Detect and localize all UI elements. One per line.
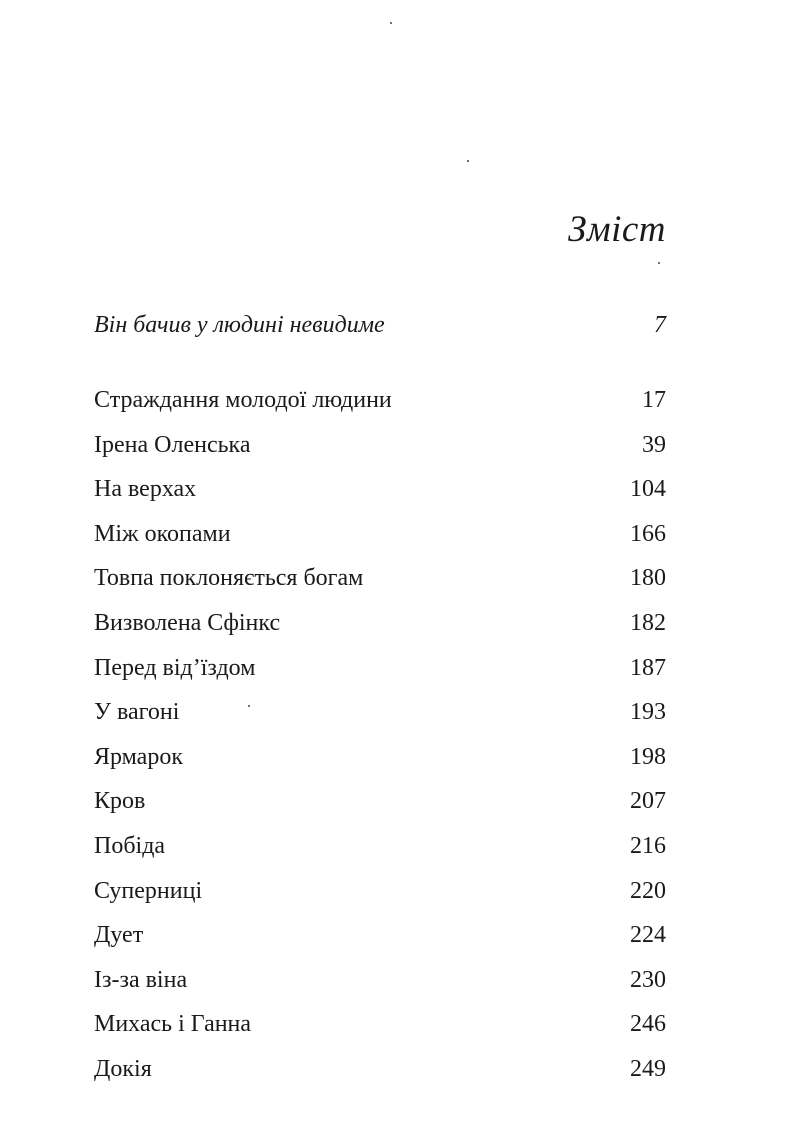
toc-entry — [94, 471, 666, 516]
toc-entry-title: Із-за віна — [94, 966, 188, 993]
toc-entry-page: 216 — [630, 832, 666, 859]
toc-entry — [94, 382, 666, 427]
toc-entry-title: Побіда — [94, 832, 166, 859]
toc-entry-page: 182 — [630, 609, 666, 636]
toc-entry-page: 166 — [630, 520, 666, 547]
scan-speck — [658, 262, 660, 264]
scan-speck — [390, 22, 392, 24]
toc-entry — [94, 1051, 666, 1096]
table-of-contents — [94, 307, 666, 1096]
toc-entry-title: Дует — [94, 922, 144, 949]
toc-entry-title: У вагоні — [94, 699, 180, 726]
toc-entry-title: Суперниці — [94, 877, 203, 904]
toc-entry — [94, 650, 666, 695]
toc-entry — [94, 560, 666, 605]
toc-entry-page: 193 — [630, 699, 666, 726]
toc-entry-page: 39 — [642, 431, 666, 458]
toc-entry-intro — [94, 307, 666, 382]
toc-entry-title: Ірена Оленська — [94, 431, 251, 458]
toc-entry-page: 207 — [630, 788, 666, 815]
toc-entry-page: 104 — [630, 476, 666, 503]
toc-entry-title: Михась і Ганна — [94, 1011, 252, 1038]
toc-entry — [94, 917, 666, 962]
toc-entry-title: Він бачив у людині невидиме — [94, 312, 385, 338]
toc-entry-title: Товпа поклоняється богам — [94, 565, 364, 592]
toc-entry-title: Ярмарок — [94, 743, 183, 770]
toc-entry — [94, 427, 666, 472]
toc-entry — [94, 739, 666, 784]
scan-speck — [248, 705, 250, 707]
toc-entry — [94, 516, 666, 561]
toc-entry-page: 249 — [630, 1055, 666, 1082]
toc-entry-title: На верхах — [94, 476, 197, 503]
toc-entry-page: 246 — [630, 1011, 666, 1038]
toc-entry-page: 220 — [630, 877, 666, 904]
toc-entry-title: Докія — [94, 1055, 152, 1082]
toc-entry-title: Визволена Сфінкс — [94, 609, 281, 636]
toc-entry — [94, 1006, 666, 1051]
toc-entry-page: 198 — [630, 743, 666, 770]
toc-entry-page: 230 — [630, 966, 666, 993]
toc-entry-page: 180 — [630, 565, 666, 592]
toc-entry-title: Перед від’їздом — [94, 654, 256, 681]
toc-entry — [94, 828, 666, 873]
toc-entry-title: Страждання молодої людини — [94, 387, 392, 413]
toc-entry — [94, 605, 666, 650]
toc-entry — [94, 962, 666, 1007]
toc-entry — [94, 783, 666, 828]
toc-entry — [94, 873, 666, 918]
toc-entry-page: 7 — [654, 312, 666, 338]
toc-entry-title: Кров — [94, 788, 146, 815]
toc-title: Зміст — [568, 209, 666, 250]
scan-speck — [467, 160, 469, 162]
toc-entry-page: 187 — [630, 654, 666, 681]
toc-entry-title: Між окопами — [94, 520, 231, 547]
toc-entry-page: 17 — [642, 387, 666, 413]
toc-entry — [94, 694, 666, 739]
toc-entry-page: 224 — [630, 922, 666, 949]
